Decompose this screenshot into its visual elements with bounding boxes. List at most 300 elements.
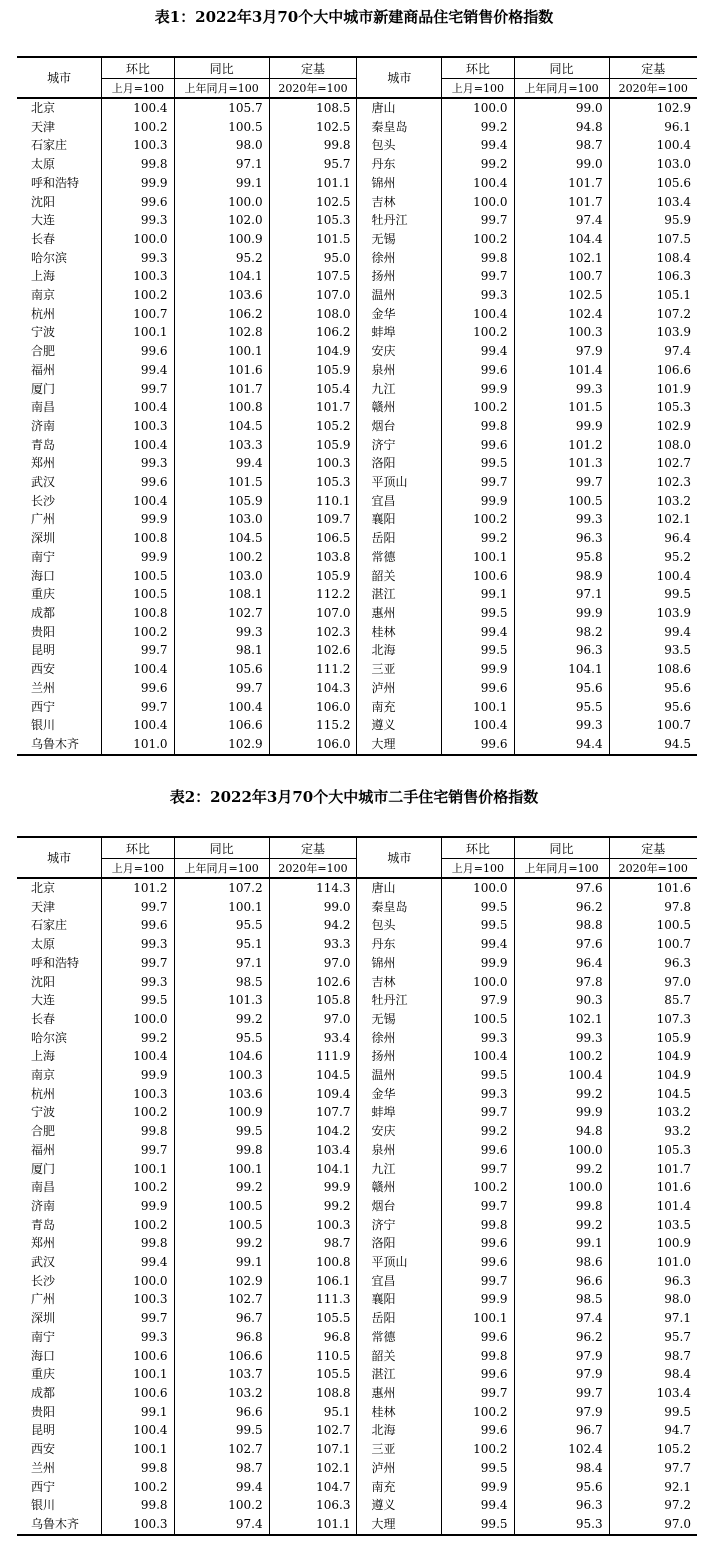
base-value: 100.7 xyxy=(609,935,697,954)
mom-value: 100.5 xyxy=(102,585,174,604)
city-name xyxy=(357,1496,442,1515)
base-value: 105.3 xyxy=(609,398,697,417)
city-name xyxy=(17,604,102,623)
yoy-value: 97.9 xyxy=(514,1403,609,1422)
base-value: 108.6 xyxy=(609,660,697,679)
yoy-value: 100.2 xyxy=(174,1496,269,1515)
city-name-text: 大连 xyxy=(31,993,56,1008)
table-row xyxy=(17,361,697,380)
yoy-value: 101.5 xyxy=(514,398,609,417)
mom-value: 99.7 xyxy=(102,641,174,660)
city-name-text: 广州 xyxy=(31,512,56,527)
city-name-text: 南宁 xyxy=(31,1329,56,1344)
yoy-value: 97.6 xyxy=(514,935,609,954)
city-name xyxy=(357,305,442,324)
mom-value: 99.5 xyxy=(442,454,514,473)
base-value: 104.9 xyxy=(269,342,357,361)
table-row xyxy=(17,1085,697,1104)
yoy-value: 101.4 xyxy=(514,361,609,380)
mom-value: 99.7 xyxy=(442,1384,514,1403)
city-name-text: 温州 xyxy=(371,1068,396,1083)
base-value: 104.5 xyxy=(609,1085,697,1104)
city-name-text: 岳阳 xyxy=(371,1311,396,1326)
base-value: 98.0 xyxy=(609,1290,697,1309)
base-value: 93.2 xyxy=(609,1122,697,1141)
city-name-text: 吉林 xyxy=(371,194,396,209)
yoy-value: 101.3 xyxy=(514,454,609,473)
base-value: 99.2 xyxy=(269,1197,357,1216)
mom-header: 环比 xyxy=(442,57,514,79)
city-name xyxy=(17,193,102,212)
city-name-text: 无锡 xyxy=(371,231,396,246)
city-name: 呼和浩特 xyxy=(31,175,80,190)
city-name-text: 天津 xyxy=(31,119,56,134)
table-row xyxy=(17,1216,697,1235)
city-name xyxy=(357,1085,442,1104)
yoy-value: 99.5 xyxy=(174,1421,269,1440)
base-value: 97.1 xyxy=(609,1309,697,1328)
table-row xyxy=(17,1103,697,1122)
base-value: 105.9 xyxy=(609,1029,697,1048)
yoy-value: 98.7 xyxy=(514,136,609,155)
city-name-text: 海口 xyxy=(31,568,56,583)
base-value: 102.7 xyxy=(609,454,697,473)
mom-value: 99.4 xyxy=(442,623,514,642)
base-header: 定基 xyxy=(609,57,697,79)
base-value: 100.9 xyxy=(609,1234,697,1253)
base-value: 104.7 xyxy=(269,1478,357,1497)
mom-value: 99.1 xyxy=(102,1403,174,1422)
yoy-value: 102.5 xyxy=(514,286,609,305)
yoy-value: 99.2 xyxy=(514,1085,609,1104)
yoy-value: 96.3 xyxy=(514,641,609,660)
mom-value: 100.3 xyxy=(102,417,174,436)
city-name-text: 九江 xyxy=(371,1161,396,1176)
base-value: 99.4 xyxy=(609,623,697,642)
city-name-text: 南京 xyxy=(31,288,56,303)
city-name-text: 金华 xyxy=(371,306,396,321)
base-value: 103.2 xyxy=(609,1103,697,1122)
mom-value: 100.2 xyxy=(102,1103,174,1122)
yoy-value: 97.8 xyxy=(514,973,609,992)
table-row xyxy=(17,1234,697,1253)
table-row xyxy=(17,1290,697,1309)
city-name xyxy=(357,1234,442,1253)
city-name-text: 贵阳 xyxy=(31,624,56,639)
city-name xyxy=(17,623,102,642)
mom-value: 99.8 xyxy=(102,155,174,174)
base-value: 105.3 xyxy=(609,1141,697,1160)
yoy-value: 99.7 xyxy=(174,679,269,698)
table-row xyxy=(17,174,697,193)
mom-value: 100.2 xyxy=(102,286,174,305)
table-row xyxy=(17,267,697,286)
city-name xyxy=(357,735,442,755)
base-value: 107.5 xyxy=(269,267,357,286)
city-name-text: 丹东 xyxy=(371,157,396,172)
base-value: 97.0 xyxy=(269,1010,357,1029)
yoy-value: 99.4 xyxy=(174,454,269,473)
base-value: 101.1 xyxy=(269,174,357,193)
mom-value: 100.5 xyxy=(102,567,174,586)
yoy-value: 102.9 xyxy=(174,735,269,755)
city-name xyxy=(17,1309,102,1328)
city-name: 乌鲁木齐 xyxy=(17,735,102,755)
city-name-text: 南京 xyxy=(31,1068,56,1083)
city-name: 平顶山 xyxy=(357,1253,442,1272)
mom-value: 99.6 xyxy=(442,1328,514,1347)
yoy-value: 100.0 xyxy=(174,193,269,212)
base-value: 85.7 xyxy=(609,991,697,1010)
mom-value: 99.4 xyxy=(442,935,514,954)
mom-value: 100.2 xyxy=(442,398,514,417)
city-name-text: 杭州 xyxy=(31,1086,56,1101)
base-value: 106.3 xyxy=(609,267,697,286)
yoy-value: 99.2 xyxy=(174,1234,269,1253)
yoy-value: 99.8 xyxy=(514,1197,609,1216)
city-name-text: 洛阳 xyxy=(371,1236,396,1251)
mom-value: 99.5 xyxy=(442,641,514,660)
yoy-value: 97.1 xyxy=(174,954,269,973)
base-value: 101.7 xyxy=(269,398,357,417)
city-header: 城市 xyxy=(357,837,442,878)
mom-value: 100.2 xyxy=(102,118,174,137)
city-name xyxy=(357,567,442,586)
city-name xyxy=(357,361,442,380)
table-row xyxy=(17,1347,697,1366)
yoy-value: 100.3 xyxy=(514,323,609,342)
city-name xyxy=(357,155,442,174)
table-row xyxy=(17,510,697,529)
base-value: 112.2 xyxy=(269,585,357,604)
table-row xyxy=(17,991,697,1010)
city-name: 哈尔滨 xyxy=(31,250,68,265)
base-value: 102.6 xyxy=(269,973,357,992)
city-name-text: 天津 xyxy=(31,899,56,914)
city-name xyxy=(17,1178,102,1197)
yoy-value: 98.1 xyxy=(174,641,269,660)
yoy-value: 95.2 xyxy=(174,249,269,268)
table-row xyxy=(17,1478,697,1497)
table-row xyxy=(17,473,697,492)
yoy-value: 101.5 xyxy=(174,473,269,492)
yoy-subheader: 上年同月=100 xyxy=(174,859,269,879)
city-name xyxy=(357,1178,442,1197)
yoy-value: 103.7 xyxy=(174,1365,269,1384)
table-row xyxy=(17,878,697,898)
yoy-value: 108.1 xyxy=(174,585,269,604)
city-name xyxy=(17,991,102,1010)
mom-value: 99.8 xyxy=(102,1459,174,1478)
base-value: 100.4 xyxy=(609,567,697,586)
city-name-text: 包头 xyxy=(371,918,396,933)
mom-value: 100.2 xyxy=(102,623,174,642)
city-name xyxy=(357,973,442,992)
city-name-text: 武汉 xyxy=(31,1255,56,1270)
table-row xyxy=(17,679,697,698)
mom-value: 99.8 xyxy=(102,1496,174,1515)
city-name-text: 福州 xyxy=(31,1142,56,1157)
mom-value: 99.4 xyxy=(102,361,174,380)
city-name xyxy=(17,155,102,174)
city-name-text: 昆明 xyxy=(31,1423,56,1438)
yoy-value: 105.6 xyxy=(174,660,269,679)
yoy-value: 96.3 xyxy=(514,1496,609,1515)
mom-value: 101.0 xyxy=(102,735,174,755)
base-value: 95.6 xyxy=(609,679,697,698)
city-name: 哈尔滨 xyxy=(31,1030,68,1045)
city-name xyxy=(17,1085,102,1104)
city-name xyxy=(17,492,102,511)
city-name xyxy=(357,1290,442,1309)
city-name-text: 太原 xyxy=(31,157,56,172)
base-value: 96.8 xyxy=(269,1328,357,1347)
city-name-text: 烟台 xyxy=(371,418,396,433)
city-name xyxy=(357,1029,442,1048)
city-name xyxy=(357,193,442,212)
city-name-text: 长沙 xyxy=(31,1273,56,1288)
table-row xyxy=(17,492,697,511)
city-name xyxy=(357,1103,442,1122)
city-name xyxy=(17,1253,102,1272)
yoy-value: 100.3 xyxy=(174,1066,269,1085)
yoy-value: 100.1 xyxy=(174,1160,269,1179)
table-row xyxy=(17,323,697,342)
city-name xyxy=(17,935,102,954)
yoy-value: 95.3 xyxy=(514,1515,609,1535)
city-name-text: 沈阳 xyxy=(31,974,56,989)
yoy-value: 101.6 xyxy=(174,361,269,380)
base-value: 105.9 xyxy=(269,361,357,380)
city-name-text: 成都 xyxy=(31,605,56,620)
table-row xyxy=(17,973,697,992)
table-row xyxy=(17,898,697,917)
city-name xyxy=(17,641,102,660)
yoy-value: 99.2 xyxy=(174,1178,269,1197)
mom-value: 99.2 xyxy=(442,118,514,137)
mom-value: 99.9 xyxy=(442,660,514,679)
yoy-value: 97.4 xyxy=(174,1515,269,1535)
city-name-text: 金华 xyxy=(371,1086,396,1101)
mom-value: 100.2 xyxy=(442,510,514,529)
base-value: 101.9 xyxy=(609,380,697,399)
yoy-value: 99.1 xyxy=(174,1253,269,1272)
yoy-value: 100.4 xyxy=(174,698,269,717)
city-name xyxy=(357,660,442,679)
mom-value: 99.6 xyxy=(102,473,174,492)
table-row xyxy=(17,716,697,735)
yoy-value: 104.4 xyxy=(514,230,609,249)
base-value: 98.4 xyxy=(609,1365,697,1384)
base-value: 100.7 xyxy=(609,716,697,735)
mom-value: 100.0 xyxy=(442,193,514,212)
city-name-text: 西安 xyxy=(31,1442,56,1457)
yoy-value: 104.1 xyxy=(174,267,269,286)
table-row xyxy=(17,193,697,212)
mom-value: 99.6 xyxy=(442,1365,514,1384)
city-name xyxy=(17,1103,102,1122)
city-name-text: 常德 xyxy=(371,1329,396,1344)
yoy-value: 100.2 xyxy=(514,1047,609,1066)
yoy-value: 101.7 xyxy=(514,193,609,212)
city-name-text: 遵义 xyxy=(371,718,396,733)
city-name-text: 襄阳 xyxy=(371,1292,396,1307)
city-name-text: 泉州 xyxy=(371,1142,396,1157)
city-name-text: 安庆 xyxy=(371,1124,396,1139)
city-name-text: 常德 xyxy=(371,549,396,564)
table-row xyxy=(17,230,697,249)
yoy-value: 96.6 xyxy=(174,1403,269,1422)
city-name xyxy=(357,1440,442,1459)
yoy-value: 101.7 xyxy=(514,174,609,193)
city-name xyxy=(17,323,102,342)
mom-value: 100.4 xyxy=(442,1047,514,1066)
mom-value: 99.4 xyxy=(102,1253,174,1272)
yoy-value: 96.7 xyxy=(514,1421,609,1440)
yoy-value: 103.3 xyxy=(174,436,269,455)
mom-value: 100.2 xyxy=(442,230,514,249)
city-name-text: 烟台 xyxy=(371,1198,396,1213)
mom-value: 99.6 xyxy=(102,916,174,935)
mom-value: 99.3 xyxy=(442,1029,514,1048)
table-row xyxy=(17,1141,697,1160)
base-subheader: 2020年=100 xyxy=(269,79,357,99)
mom-value: 99.8 xyxy=(442,1347,514,1366)
table-row xyxy=(17,211,697,230)
city-name xyxy=(17,1365,102,1384)
city-name xyxy=(17,698,102,717)
city-name xyxy=(357,935,442,954)
mom-value: 100.0 xyxy=(102,230,174,249)
city-name-text: 北京 xyxy=(31,101,56,115)
yoy-value: 99.3 xyxy=(514,380,609,399)
mom-value: 100.4 xyxy=(442,305,514,324)
table-row xyxy=(17,1309,697,1328)
base-subheader: 2020年=100 xyxy=(609,79,697,99)
city-name-text: 长春 xyxy=(31,1011,56,1026)
city-name-text: 上海 xyxy=(31,269,56,284)
city-name xyxy=(17,1478,102,1497)
mom-value: 100.8 xyxy=(102,529,174,548)
mom-value: 99.8 xyxy=(442,1216,514,1235)
yoy-value: 99.0 xyxy=(514,155,609,174)
city-name-text: 重庆 xyxy=(31,587,56,602)
mom-value: 99.9 xyxy=(442,954,514,973)
mom-value: 99.7 xyxy=(102,380,174,399)
base-value: 105.1 xyxy=(609,286,697,305)
second-hand-housing-price-table xyxy=(17,836,697,1536)
city-name xyxy=(357,398,442,417)
table-row xyxy=(17,529,697,548)
mom-value: 99.6 xyxy=(442,735,514,755)
yoy-value: 99.2 xyxy=(174,1010,269,1029)
city-name-text: 遵义 xyxy=(371,1498,396,1513)
base-value: 102.1 xyxy=(269,1459,357,1478)
city-name-text: 沈阳 xyxy=(31,194,56,209)
city-name xyxy=(357,1197,442,1216)
mom-value: 99.4 xyxy=(442,342,514,361)
table-row xyxy=(17,1459,697,1478)
mom-value: 99.3 xyxy=(442,1085,514,1104)
city-name-text: 桂林 xyxy=(371,624,396,639)
mom-value: 99.7 xyxy=(442,473,514,492)
base-value: 108.5 xyxy=(269,98,357,118)
city-name xyxy=(357,1010,442,1029)
city-name xyxy=(17,305,102,324)
base-value: 104.1 xyxy=(269,1160,357,1179)
table-row xyxy=(17,1384,697,1403)
city-name-text: 上海 xyxy=(31,1049,56,1064)
base-value: 103.9 xyxy=(609,323,697,342)
base-value: 101.6 xyxy=(609,878,697,898)
mom-value: 100.5 xyxy=(442,1010,514,1029)
mom-value: 99.7 xyxy=(442,211,514,230)
mom-value: 100.2 xyxy=(102,1216,174,1235)
city-name xyxy=(357,641,442,660)
mom-value: 100.3 xyxy=(102,267,174,286)
city-name xyxy=(357,342,442,361)
base-value: 102.5 xyxy=(269,193,357,212)
city-name xyxy=(17,454,102,473)
city-name-text: 韶关 xyxy=(371,568,396,583)
yoy-value: 97.4 xyxy=(514,211,609,230)
base-value: 95.9 xyxy=(609,211,697,230)
city-name xyxy=(17,1328,102,1347)
mom-value: 100.4 xyxy=(102,492,174,511)
city-name-text: 青岛 xyxy=(31,1217,56,1232)
mom-value: 99.7 xyxy=(442,1197,514,1216)
mom-value: 99.7 xyxy=(102,954,174,973)
mom-value: 100.1 xyxy=(102,323,174,342)
base-value: 108.4 xyxy=(609,249,697,268)
city-name xyxy=(357,492,442,511)
mom-value: 99.2 xyxy=(442,1122,514,1141)
city-name: 平顶山 xyxy=(357,473,442,492)
city-name xyxy=(357,623,442,642)
city-name xyxy=(357,1141,442,1160)
mom-value: 100.2 xyxy=(102,1178,174,1197)
city-name-text: 唐山 xyxy=(371,101,396,115)
city-name xyxy=(357,436,442,455)
city-name xyxy=(17,1010,102,1029)
base-value: 97.0 xyxy=(609,1515,697,1535)
mom-value: 99.7 xyxy=(102,898,174,917)
yoy-value: 104.5 xyxy=(174,529,269,548)
city-name-text: 泸州 xyxy=(371,1460,396,1475)
yoy-value: 99.9 xyxy=(514,417,609,436)
city-name-text: 杭州 xyxy=(31,306,56,321)
city-name-text: 温州 xyxy=(371,288,396,303)
mom-subheader: 上月=100 xyxy=(102,79,174,99)
table-row xyxy=(17,1160,697,1179)
table-row xyxy=(17,436,697,455)
city-name-text: 昆明 xyxy=(31,643,56,658)
city-name-text: 唐山 xyxy=(371,881,396,895)
yoy-value: 102.4 xyxy=(514,305,609,324)
city-name xyxy=(17,1403,102,1422)
base-value: 103.4 xyxy=(269,1141,357,1160)
base-value: 106.0 xyxy=(269,735,357,755)
city-name-text: 兰州 xyxy=(31,1460,56,1475)
yoy-value: 99.3 xyxy=(174,623,269,642)
mom-value: 99.5 xyxy=(442,916,514,935)
mom-value: 99.7 xyxy=(102,1309,174,1328)
mom-value: 99.6 xyxy=(442,361,514,380)
city-name-text: 深圳 xyxy=(31,531,56,546)
yoy-value: 98.2 xyxy=(514,623,609,642)
city-name-text: 大理 xyxy=(371,736,396,751)
mom-value: 99.9 xyxy=(102,174,174,193)
